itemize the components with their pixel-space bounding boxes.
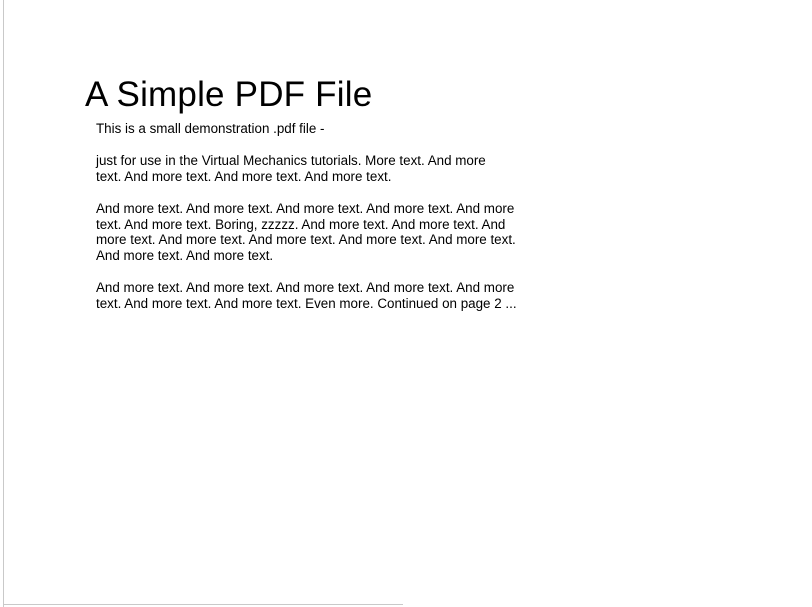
- paragraph: [96, 280, 517, 311]
- text-line: text. And more text. Boring, zzzzz. And more text. And more text. And: [96, 216, 506, 232]
- text-line: This is a small demonstration .pdf file -: [96, 121, 325, 136]
- text-line: just for use in the Virtual Mechanics tutorials. More text. And more: [96, 153, 486, 169]
- document-title: A Simple PDF File: [85, 75, 373, 115]
- text-line: And more text. And more text.: [96, 247, 274, 263]
- text-line: more text. And more text. And more text. And more text. And more text.: [96, 232, 516, 248]
- paragraph: [96, 201, 517, 263]
- page-edge-bottom-line: [3, 604, 403, 605]
- text-line: And more text. And more text. And more text. And more text. And more: [96, 200, 515, 216]
- text-line: text. And more text. And more text. Even more. Continued on page 2 ...: [96, 295, 517, 311]
- page-edge-left-line: [3, 0, 4, 607]
- text-line: text. And more text. And more text. And more text.: [96, 168, 392, 184]
- paragraph: [96, 153, 517, 184]
- paragraph: [96, 121, 517, 137]
- text-line: And more text. And more text. And more text. And more text. And more: [96, 279, 515, 295]
- document-body: [96, 121, 517, 311]
